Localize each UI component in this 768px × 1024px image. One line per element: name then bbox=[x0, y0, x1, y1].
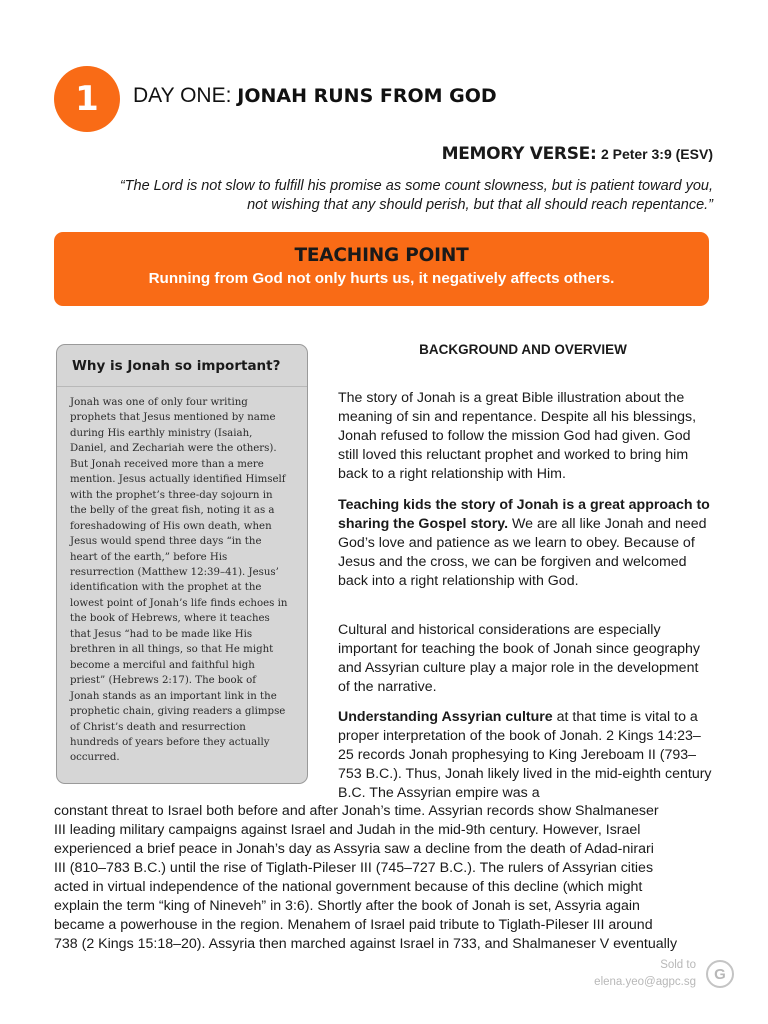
paragraph-4-lead: Understanding Assyrian culture bbox=[338, 709, 553, 725]
background-paragraph-4 bbox=[338, 708, 712, 803]
watermark bbox=[594, 957, 696, 991]
sidebar-line: identification with the prophet at the bbox=[70, 582, 262, 594]
memory-verse-heading bbox=[442, 144, 713, 164]
sidebar-line: heart of the earth,” before His bbox=[70, 551, 228, 563]
teaching-point-box bbox=[54, 232, 709, 306]
day-prefix: DAY ONE: bbox=[133, 84, 238, 107]
memory-verse-reference: 2 Peter 3:9 (ESV) bbox=[600, 146, 713, 162]
background-paragraph-1: The story of Jonah is a great Bible illustration about the meaning of sin and repentance. Despite all his blessings, Jonah refused to follow the mission God had given. God still loved this reluctant prophet and worked to bring him back to a right relationship with Him. bbox=[338, 390, 697, 482]
paragraph-2-body: We are all like Jonah and need God’s love and patience as we learn to obey. Because of Jesus and the cross, we can be forgiven and welcomed back into a right relationship with God. bbox=[338, 516, 707, 589]
text-line: 738 (2 Kings 15:18–20). Assyria then marched against Israel in 733, and Shalmaneser V eventually bbox=[54, 936, 678, 952]
sidebar-box bbox=[56, 344, 308, 784]
text-line: became a powerhouse in the region. Menahem of Israel paid tribute to Tiglath-Pileser III around bbox=[54, 917, 653, 933]
background-heading: BACKGROUND AND OVERVIEW bbox=[419, 342, 627, 357]
text-line: explain the term “king of Nineveh” in 3:6). Shortly after the book of Jonah is set, Assyria again bbox=[54, 898, 640, 914]
background-paragraph-3: Cultural and historical considerations are especially important for teaching the book of Jonah since geography and Assyrian culture play a major role in the development of the narrative. bbox=[338, 622, 701, 695]
paragraph-4-body: at that time is vital to a proper interpretation of the book of Jonah. 2 Kings 14:23–25 records Jonah prophesying to King Jereboam II (793–753 B.C.). Thus, Jonah likely lived in the mid-eighth century B.C. The Assyrian empire was a bbox=[338, 709, 712, 801]
paragraph-2-lead: Teaching kids the story of Jonah is a great approach to sharing the Gospel story. bbox=[338, 497, 710, 532]
sidebar-line: Jonah stands as an important link in the bbox=[70, 690, 277, 702]
sidebar-line: lowest point of Jonah’s life finds echoes in bbox=[70, 597, 288, 609]
sidebar-line: during His earthly ministry (Isaiah, bbox=[70, 427, 253, 439]
sidebar-line: prophetic chain, giving readers a glimpse bbox=[70, 706, 286, 718]
sidebar-line: priest” (Hebrews 2:17). The book of bbox=[70, 675, 256, 687]
sidebar-line: But Jonah received more than a mere bbox=[70, 458, 264, 470]
sidebar-line: foreshadowing of His own death, when bbox=[70, 520, 272, 532]
text-line: experienced a brief peace in Jonah’s day as Assyria saw a decline from the death of Adad-nirari bbox=[54, 841, 654, 857]
memory-verse-text bbox=[60, 177, 713, 215]
sidebar-line: prophets that Jesus mentioned by name bbox=[70, 412, 276, 424]
teaching-point-text: Running from God not only hurts us, it negatively affects others. bbox=[148, 270, 615, 287]
text-line: acted in virtual independence of the national government because of this decline (which might bbox=[54, 879, 643, 895]
background-paragraph-2 bbox=[338, 496, 712, 591]
day-number-badge: 1 bbox=[54, 66, 120, 132]
sidebar-divider bbox=[57, 386, 307, 387]
g-logo-icon: G bbox=[706, 960, 734, 988]
sidebar-line: Daniel, and Zechariah were the others). bbox=[70, 443, 277, 455]
sidebar-line: resurrection (Matthew 12:39–41). Jesus’ bbox=[70, 566, 279, 578]
sidebar-line: with the prophet’s three-day sojourn in bbox=[70, 489, 273, 501]
sidebar-line: of Christ’s death and resurrection bbox=[70, 721, 246, 733]
sidebar-line: become a merciful and faithful high bbox=[70, 659, 255, 671]
sidebar-line: mention. Jesus actually identified Himself bbox=[70, 474, 286, 486]
sidebar-title: Why is Jonah so important? bbox=[72, 358, 281, 374]
background-paragraph-continued bbox=[54, 802, 716, 954]
sidebar-line: hundreds of years before they actually bbox=[70, 736, 270, 748]
sidebar-line: the book of Hebrews, where it teaches bbox=[70, 613, 270, 625]
sidebar-line: Jonah was one of only four writing bbox=[70, 397, 248, 408]
buyer-email: elena.yeo@agpc.sg bbox=[594, 976, 696, 988]
sidebar-line: Jesus would spend three days “in the bbox=[70, 536, 262, 548]
verse-line: “The Lord is not slow to fulfill his promise as some count slowness, but is patient toward you, bbox=[119, 178, 713, 194]
text-line: III leading military campaigns against Israel and Judah in the mid-9th century. However, Israel bbox=[54, 822, 641, 838]
sidebar-text bbox=[70, 395, 297, 766]
sidebar-line: occurred. bbox=[70, 752, 120, 764]
sidebar-line: the belly of the great fish, noting it as a bbox=[70, 505, 275, 517]
page-title bbox=[133, 84, 497, 108]
sold-to-label: Sold to bbox=[660, 959, 696, 971]
day-title: JONAH RUNS FROM GOD bbox=[237, 85, 497, 107]
text-line: III (810–783 B.C.) until the rise of Tiglath-Pileser III (745–727 B.C.). The rulers of Assyrian cities bbox=[54, 860, 654, 876]
memory-verse-label: MEMORY VERSE: bbox=[441, 144, 597, 164]
sidebar-line: that Jesus “had to be made like His bbox=[70, 628, 253, 640]
sidebar-line: brethren in all things, so that He might bbox=[70, 644, 274, 656]
verse-line: not wishing that any should perish, but that all should reach repentance.” bbox=[247, 197, 713, 213]
text-line: constant threat to Israel both before and after Jonah’s time. Assyrian records show Shalmaneser bbox=[54, 803, 659, 819]
teaching-point-title: TEACHING POINT bbox=[294, 245, 469, 266]
